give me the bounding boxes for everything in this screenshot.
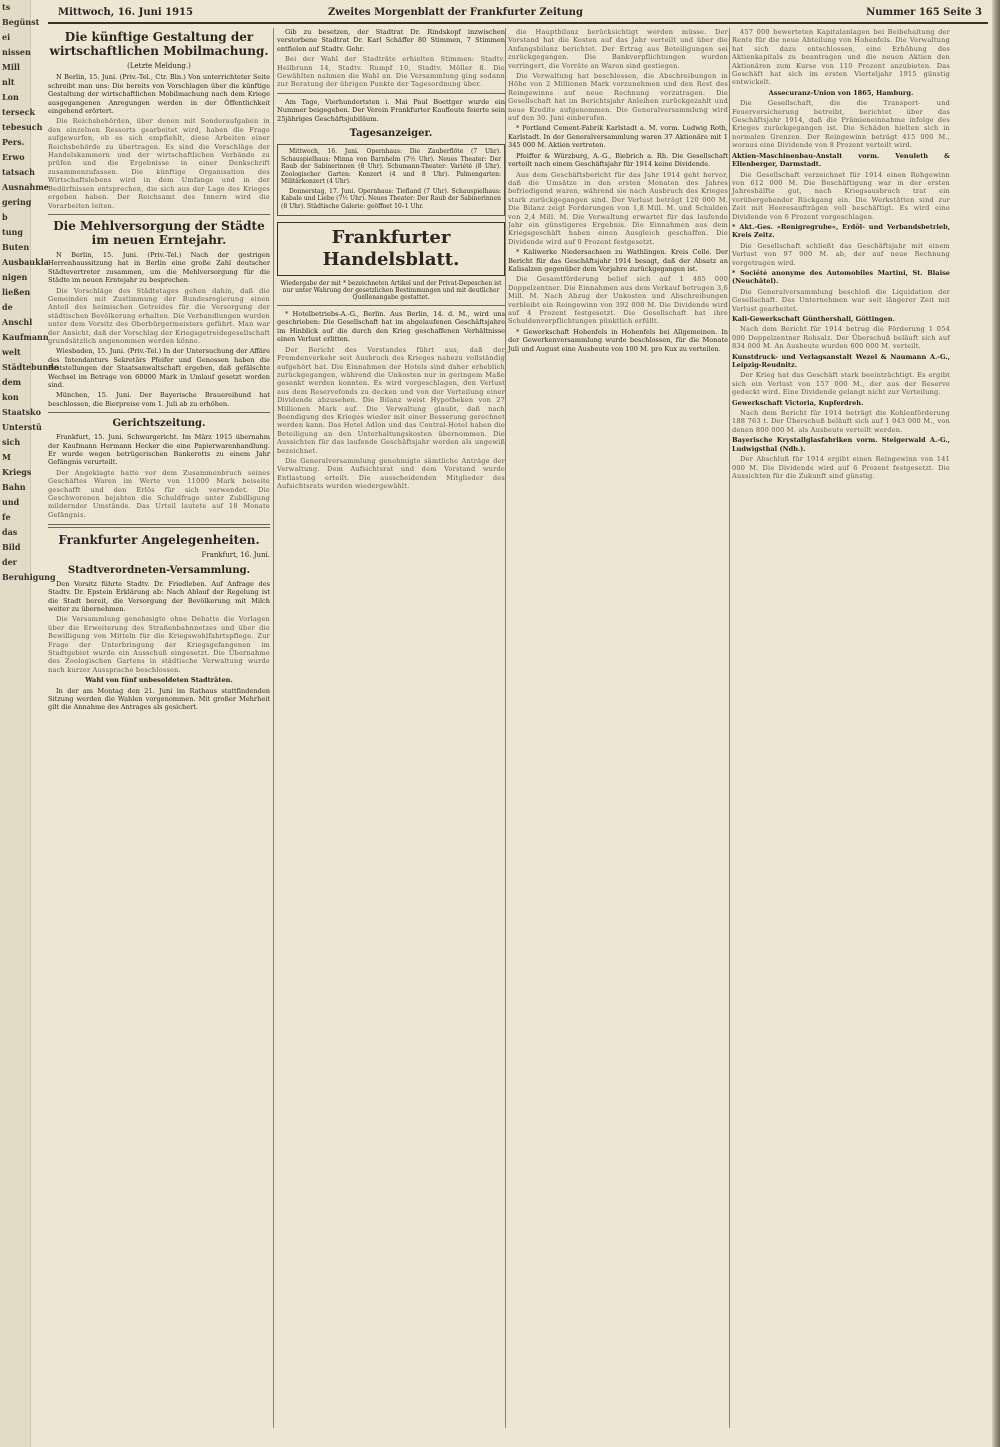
company-heading: Aktien-Maschinenbau-Anstalt vorm. Venuleth & Ellenberger, Darmstadt. [732, 151, 950, 169]
article-paragraph: N Berlin, 15. Juni. (Priv.-Tel., Ctr. Bln.) Von unterrichteter Seite schreibt man uns: Die bereits von Vorschlagen über die künftige Gestaltung der wirtschaftlichen Mobilmachung nach dem Kriege ausgegangenen Anregungen werden in der Öffentlichkeit eingehend erörtert. [48, 73, 270, 116]
binding-fragment: Bild [2, 542, 21, 552]
binding-fragment: Buten [2, 242, 30, 252]
listing-entry: Mittwoch, 16. Juni. Opernhaus: Die Zauberflöte (7 Uhr). Schauspielhaus: Minna von Barnhelm (7½ Uhr). Neues Theater: Der Raub der Sabinerinnen (8 Uhr). Schumann-Theater: Variété (8 Uhr). Zoologischer Garten: Konzert (4 und 8 Uhr). Palmengarten: Militärkonzert (4 Uhr). [281, 148, 501, 186]
company-heading: Kunstdruck- und Verlagsanstalt Wezel & Naumann A.-G., Leipzig-Reudnitz. [732, 352, 950, 370]
article-paragraph: Pfeiffer & Würzburg, A.-G., Biebrich a. Rh. Die Gesellschaft verteilt nach einem Geschäftsjahr für 1914 keine Dividende. [508, 151, 728, 169]
article-paragraph: Nach dem Bericht für 1914 betrug die Förderung 1 054 000 Doppelzentner Rohsalz. Der Überschuß beläuft sich auf 834 000 M. An Ausbeute wurden 600 000 M. verteilt. [732, 325, 950, 351]
divider [48, 412, 270, 413]
binding-fragment: ei [2, 32, 11, 42]
article-paragraph: Die Generalversammlung genehmigte sämtliche Anträge der Verwaltung. Dem Aufsichtsrat und dem Vorstand wurde Entlastung erteilt. Die ausscheidenden Mitglieder des Aufsichtsrats wurden wiedergewählt. [277, 456, 505, 491]
article-paragraph: Wiesbaden, 15. Juni. (Priv.-Tel.) In der Untersuchung der Affäre des Intendanturs Sekretärs Pfeifer und Genossen haben die Feststellungen der Staatsanwaltschaft ergeben, daß gefälschte Wechsel im Betrage von 60000 Mark in Umlauf gesetzt worden sind. [48, 347, 270, 389]
article-paragraph: Den Vorsitz führte Stadtv. Dr. Friedleben. Auf Anfrage des Stadtv. Dr. Epstein Erklärung ab: Nach Ablauf der Regelung ist die Stadt bereit, die Versorgung der Bevölkerung mit Milch weiter zu übernehmen. [48, 579, 270, 613]
binding-fragment: Unterstü [2, 422, 42, 432]
article-paragraph: Die Gesellschaft schließt das Geschäftsjahr mit einem Verlust von 97 000 M. ab, der auf neue Rechnung vorgetragen wird. [732, 241, 950, 267]
dateline: Frankfurt, 16. Juni. [201, 551, 270, 560]
subheading-assembly: Stadtverordneten-Versammlung. [67, 564, 251, 576]
binding-fragment: dem [2, 377, 22, 387]
header-page-number: Nummer 165 Seite 3 [866, 7, 982, 18]
binding-fragments [0, 0, 59, 1447]
binding-fragment: tung [2, 227, 23, 237]
company-heading: Assecuranz-Union von 1865, Hamburg. [768, 88, 914, 97]
article-paragraph: Der Bericht des Vorstandes führt aus, daß der Fremdenverkehr seit Ausbruch des Krieges nahezu vollständig aufgehört hat. Die Einnahmen der Hotels sind daher erheblich zurückgegangen, während die Unkosten nur in geringem Maße gesenkt werden konnten. Es wird vorgeschlagen, den Verlust aus dem Reservefonds zu decken und von der Verteilung einer Dividende abzusehen. Die Bilanz weist Hypotheken von 27 Millionen Mark auf. Die Verwaltung glaubt, daß nach Beendigung des Krieges wieder mit einer Besserung gerechnet werden kann. Das Hotel Adlon und das Central-Hotel haben die Beteiligung an den Unterhaltungskosten übernommen. Die Aussichten für das laufende Geschäftsjahr werden als ungewiß bezeichnet. [277, 345, 505, 455]
article-paragraph: Die Gesellschaft, die die Transport- und Feuerversicherung betreibt, berichtet über das Geschäftsjahr 1914, daß die Prämieneinnahme infolge des Krieges zurückgegangen ist. Die Schäden hielten sich in normalen Grenzen. Der Reingewinn beträgt 415 000 M., woraus eine Dividende von 8 Prozent verteilt wird. [732, 99, 950, 150]
binding-fragment: Mill [2, 62, 20, 72]
article-paragraph: Frankfurt, 15. Juni. Schwurgericht. Im März 1915 übernahm der Kaufmann Hermann Hecker die eine Papierwarenhandlung. Er wurde wegen betrügerischen Bankerotts zu einem Jahr Gefängnis verurteilt. [48, 433, 270, 467]
article-paragraph: 457 000 bewerteten Kapitalanlagen bei Beibehaltung der Rente für die neue Abteilung von Hohenfels. Die Verwaltung hat sich dazu entschlossen, eine Erhöhung des Aktienkapitals zu beantragen und die neuen Aktien den Aktionären zum Kurse von 110 Prozent anzubieten. Das Geschäft hat sich im ersten Vierteljahr 1915 günstig entwickelt. [732, 28, 950, 87]
article-paragraph: Die Gesamtförderung belief sich auf 1 485 000 Doppelzentner. Die Einnahmen aus dem Verkauf betrugen 3,6 Mill. M. Nach Abzug der Unkosten und Abschreibungen verbleibt ein Reingewinn von 392 000 M. Die Dividende wird auf 4 Prozent festgesetzt. Die Gesellschaft hat ihre Schuldenverpflichtungen pünktlich erfüllt. [508, 275, 728, 326]
article-paragraph: Der Abschluß für 1914 ergibt einen Reingewinn von 141 000 M. Die Dividende wird auf 6 Prozent festgesetzt. Die Aussichten für die Zukunft sind günstig. [732, 455, 950, 480]
binding-fragment: Ausnahme [2, 182, 49, 192]
binding-fragment: fe [2, 512, 11, 522]
article-paragraph: Bei der Wahl der Stadträte erhielten Stimmen: Stadtv. Heilbrunn 14, Stadtv. Rumpf 10, Stadtv. Möller 8. Die Gewählten nahmen die Wahl an. Die Versammlung ging sodann zur Beratung der übrigen Punkte der Tagesordnung über. [277, 55, 505, 89]
binding-fragment: M [2, 452, 11, 462]
binding-fragment: terseck [2, 107, 36, 117]
article-paragraph: Gib zu besetzen, der Stadtrat Dr. Rindskopf inzwischen verstorbene Stadtrat Dr. Karl Schäffer 80 Stimmen, 7 Stimmen entfielen auf Stadtv. Gehr. [277, 28, 505, 53]
header-date: Mittwoch, 16. Juni 1915 [58, 7, 193, 18]
heading-daily-listings: Tagesanzeiger. [349, 128, 433, 140]
headline-mobilization: Die künftige Gestaltung der wirtschaftlichen Mobilmachung. [49, 30, 269, 58]
section-heading-frankfurt: Frankfurter Angelegenheiten. [58, 533, 260, 548]
article-paragraph: In der am Montag den 21. Juni im Rathaus stattfindenden Sitzung werden die Wahlen vorgenommen. Mit großer Mehrheit gilt die Annahme des Antrages als gesichert. [48, 686, 270, 712]
company-heading: * Sociëté anonyme des Automobiles Martini, St. Blaise (Neuchâtel). [732, 268, 950, 286]
article-paragraph: N Berlin, 15. Juni. (Priv.-Tel.) Nach der gestrigen Herrenhaussitzung hat in Berlin eine große Zahl deutscher Städtevertreter zusammen, um die Mehlversorgung für die Städte im neuen Erntejahr zu besprechen. [48, 250, 270, 285]
page-edge [992, 0, 1000, 1447]
binding-fragment: ts [2, 2, 11, 12]
article-paragraph: Die Verwaltung hat beschlossen, die Abschreibungen in Höhe von 2 Millionen Mark vorzunehmen und den Rest des Reingewinns auf neue Rechnung vorzutragen. Die Gesellschaft hat im Berichtsjahr Anleihen zurückgezahlt und neue Kredite aufgenommen. Die Generalversammlung wird auf den 30. Juni einberufen. [508, 72, 728, 123]
article-paragraph: München, 15. Juni. Der Bayerische Brauereibund hat beschlossen, die Bierpreise vom 1. Juli ab zu erhöhen. [48, 391, 270, 408]
binding-fragment: de [2, 302, 13, 312]
company-heading: Bayerische Krystallglasfabriken vorm. Steigerwald A.-G., Ludwigsthal (Ndb.). [732, 436, 950, 453]
column-4 [732, 28, 950, 1433]
binding-fragment: Städtebunde [2, 362, 59, 372]
divider [48, 214, 270, 215]
binding-fragment: nlt [2, 77, 15, 87]
article-paragraph: * Kaliwerke Niedersachsen zu Wathlingen. Kreis Celle. Der Bericht für das Geschäftsjahr 1914 besagt, daß der Absatz an Kalisalzen gegenüber dem Vorjahre zurückgegangen ist. [508, 248, 728, 273]
divider [277, 305, 505, 306]
column-1 [48, 28, 270, 1433]
binding-fragment: Beruhigung [2, 572, 56, 582]
section-heading-court: Gerichtszeitung. [112, 418, 206, 430]
company-heading: Gewerkschaft Victoria, Kupferdreh. [732, 398, 864, 407]
binding-fragment: kon [2, 392, 19, 402]
binding-fragment: Erwo [2, 152, 25, 162]
binding-fragment: sich [2, 437, 21, 447]
article-paragraph: Die Gesellschaft verzeichnet für 1914 einen Rohgewinn von 612 000 M. Die Beschäftigung war in der ersten Jahreshälfte gut, nach Kriegsausbruch trat ein vorübergehender Rückgang ein. Die Werkstätten sind zur Zeit mit Heeresaufträgen voll beschäftigt. Es wird eine Dividende von 6 Prozent vorgeschlagen. [732, 170, 950, 221]
binding-fragment: der [2, 557, 17, 567]
binding-fragment: b [2, 212, 8, 222]
column-rule [729, 28, 730, 1428]
binding-fragment: Kriegs [2, 467, 32, 477]
listings-box [277, 144, 505, 216]
listing-entry: Donnerstag, 17. Juni. Opernhaus: Tiefland (7 Uhr). Schauspielhaus: Kabale und Liebe (7½ Uhr). Neues Theater: Der Raub der Sabinerinnen (8 Uhr). Städtische Galerie: geöffnet 10–1 Uhr. [281, 187, 501, 210]
trade-section-masthead: Frankfurter Handelsblatt. [277, 222, 505, 276]
article-paragraph: Die Vorschläge des Städtetages gehen dahin, daß die Gemeinden mit Zustimmung der Bundesregierung einen Anteil des heimischen Getreides für die Versorgung der städtischen Bevölkerung erhalten. Die Verhandlungen wurden unter dem Vorsitz des Oberbürgermeisters geführt. Man war der Ansicht, daß der Vorschlag der Kriegsgetreidegesellschaft grundsätzlich angenommen werden könne. [48, 286, 270, 345]
binding-fragment: Staatsko [2, 407, 41, 417]
binding-fragment: Kaufmann [2, 332, 49, 342]
article-paragraph: Die Versammlung genehmigte ohne Debatte die Vorlagen über die Erweiterung des Straßenbahnnetzes und über die Bewilligung von Mitteln für die Kriegswohlfahrtspflege. Zur Frage der Unterbringung der Kriegsgefangenen im Stadtgebiet wurde ein Ausschuß eingesetzt. Die Übernahme des Zoologischen Gartens in städtische Verwaltung wurde nach kurzer Aussprache beschlossen. [48, 615, 270, 674]
column-2 [277, 28, 505, 1433]
subheadline: (Letzte Meldung.) [127, 62, 191, 70]
article-paragraph: * Gewerkschaft Hohenfels in Hohenfels bei Allgemeinen. In der Gewerkenversammlung wurde beschlossen, für die Monate Juli und August eine Ausbeute von 100 M. pro Kux zu verteilen. [508, 327, 728, 353]
binding-fragment: tebesuch [2, 122, 43, 132]
article-paragraph: Die Generalversammlung beschloß die Liquidation der Gesellschaft. Das Unternehmen war seit längerer Zeit mit Verlust gearbeitet. [732, 287, 950, 313]
binding-fragment: tatsach [2, 167, 35, 177]
binding-fragment: nissen [2, 47, 31, 57]
binding-fragment: und [2, 497, 20, 507]
article-paragraph: Nach dem Bericht für 1914 beträgt die Kohlenförderung 188 763 t. Der Überschuß beläuft sich auf 1 043 000 M., von denen 800 000 M. als Ausbeute verteilt werden. [732, 409, 950, 434]
binding-fragment: Lon [2, 92, 19, 102]
column-rule [273, 28, 274, 1428]
binding-fragment: Anschl [2, 317, 33, 327]
article-paragraph: * Hotelbetriebs-A.-G., Berlin. Aus Berlin, 14. d. M., wird uns geschrieben: Die Gesellschaft hat im abgelaufenen Geschäftsjahre im Hinblick auf die durch den Krieg geschaffenen Verhältnisse einen Verlust erlitten. [277, 310, 505, 344]
reprint-notice: Wiedergabe der mit * bezeichneten Artikel und der Privat-Depeschen ist nur unter Wahrung der gesetzlichen Bestimmungen und mit deutlicher Quellenangabe gestattet. [280, 280, 502, 302]
article-paragraph: Die Reichsbehörden, über denen mit Sonderaufgaben in den einzelnen Ressorts gearbeitet wird, haben die Frage aufgeworfen, ob es sich empfiehlt, diese Arbeiten einer Reichsbehörde zu übertragen. Es sind die Vorschläge der Handelskammern und der wirtschaftlichen Verbände zu prüfen und die Ergebnisse in einer Denkschrift zusammenzufassen. Die künftige Organisation des Wirtschaftslebens wird in dem Umfange und in der Bedürfnissen entsprechen, die sich aus der Lage des Krieges ergeben haben. Der Reichsamt des Innern wird die Vorarbeiten leiten. [48, 117, 270, 210]
article-paragraph: Am Tage, Vierhundertsten i. Mai Paul Boettger wurde ein Nummer beigegeben. Der Verein Frankfurter Kaufleute feierte sein 25jähriges Geschäftsjubiläum. [277, 97, 505, 123]
article-paragraph: Der Krieg hat das Geschäft stark beeinträchtigt. Es ergibt sich ein Verlust von 157 000 M., der aus der Reserve gedeckt wird. Eine Dividende gelangt nicht zur Verteilung. [732, 371, 950, 397]
binding-fragment: nigen [2, 272, 28, 282]
subheading-election: Wahl von fünf unbesoldeten Stadträten. [85, 676, 233, 685]
divider [277, 93, 505, 94]
headline-flour-supply: Die Mehlversorgung der Städte im neuen Erntejahr. [53, 218, 265, 247]
binding-fragment: Bahn [2, 482, 26, 492]
binding-fragment: ließen [2, 287, 31, 297]
column-rule [505, 28, 506, 1428]
company-heading: * Akt.-Ges. »Renigregrube«, Erdöl- und Verbandsbetrieb, Kreis Zeitz. [732, 222, 950, 240]
divider [48, 524, 270, 528]
binding-fragment: welt [2, 347, 21, 357]
article-paragraph: Aus dem Geschäftsbericht für das Jahr 1914 geht hervor, daß die Umsätze in den ersten Monaten des Jahres befriedigend waren, während sie nach Ausbruch des Krieges stark zurückgegangen sind. Der Verlust beträgt 120 000 M. Die Bilanz zeigt Forderungen von 1,8 Mill. M. und Schulden von 2,4 Mill. M. Die Verwaltung erwartet für das laufende Jahr ein günstigeres Ergebnis. Die Einnahmen aus dem Kriegsgeschäft haben einen Ausgleich geschaffen. Die Dividende wird auf 0 Prozent festgesetzt. [508, 170, 728, 246]
article-paragraph: die Hauptbilanz berücksichtigt werden müsse. Der Vorstand hat die Kosten auf das Jahr verteilt und über die Anfangsbilanz berichtet. Der Ertrag aus Beteiligungen sei zurückgegangen. Die Bankverpflichtungen wurden verringert, die Vorräte an Waren sind gestiegen. [508, 28, 728, 70]
binding-fragment: gering [2, 197, 32, 207]
company-heading: Kali-Gewerkschaft Günthershall, Göttingen. [732, 315, 895, 323]
article-paragraph: * Portland Cement-Fabrik Karlstadt a. M. vorm. Ludwig Roth, Karlstadt. In der Generalversammlung waren 37 Aktionäre mit 1 345 000 M. Aktien vertreten. [508, 124, 728, 150]
binding-fragment: Ausbaukla [2, 257, 49, 267]
header-paper-title: Zweites Morgenblatt der Frankfurter Zeitung [328, 7, 583, 18]
binding-fragment: Pers. [2, 137, 25, 147]
binding-fragment: das [2, 527, 18, 537]
binding-fragment: Begünst [2, 17, 40, 27]
column-3 [508, 28, 728, 1433]
article-paragraph: Der Angeklagte hatte vor dem Zusammenbruch seines Geschäftes Waren im Werte von 11000 Mark beiseite geschafft und den Erlös für sich verwendet. Die Geschworenen bejahten die Schuldfrage unter Zubilligung mildernder Umstände. Das Urteil lautete auf 18 Monate Gefängnis. [48, 468, 270, 519]
page-header [48, 4, 988, 24]
